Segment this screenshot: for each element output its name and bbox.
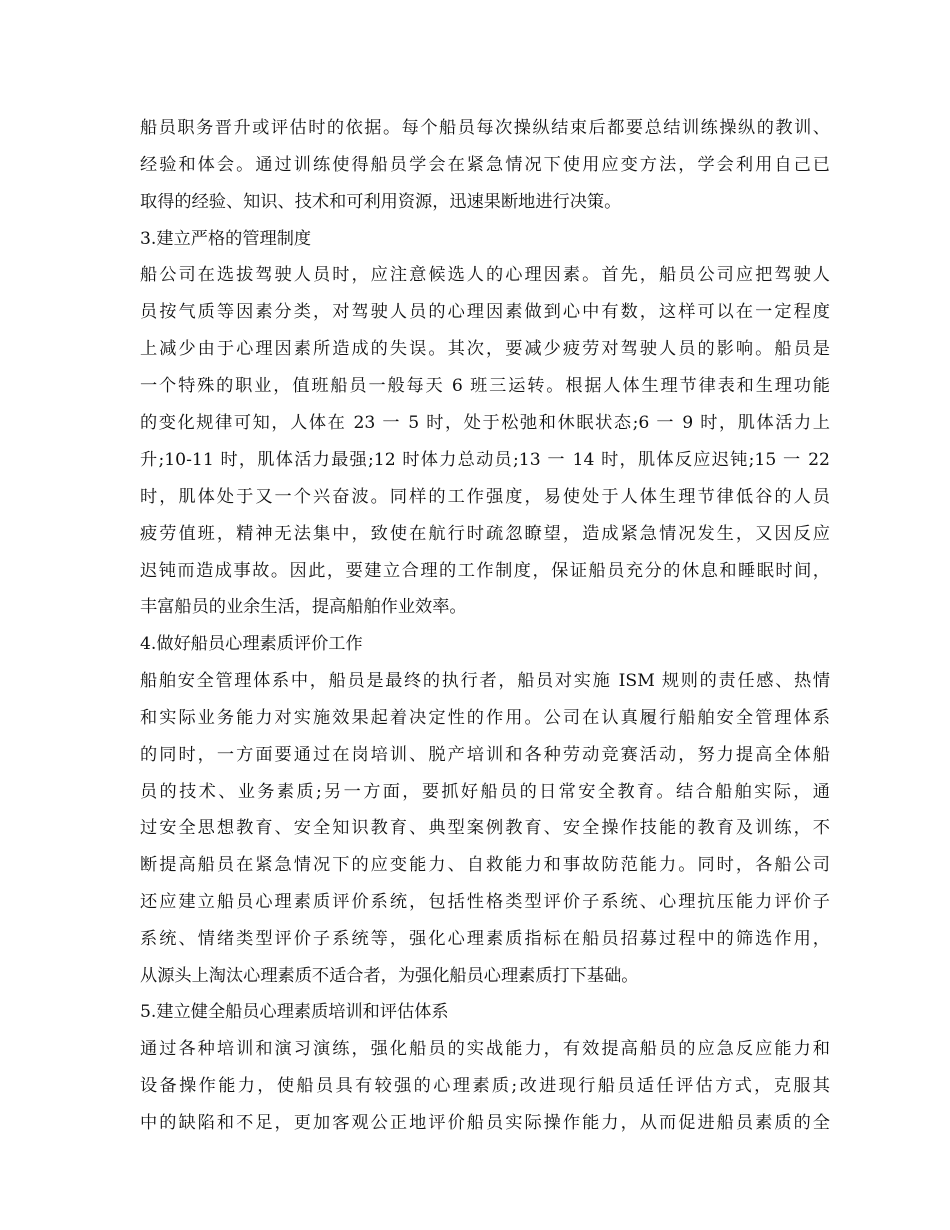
paragraph-line: 船员职务晋升或评估时的依据。每个船员每次操纵结束后都要总结训练操纵的教训、 [140, 118, 830, 138]
section-heading: 4.做好船员心理素质评价工作 [140, 634, 363, 654]
paragraph-line: 过安全思想教育、安全知识教育、典型案例教育、安全操作技能的教育及训练，不 [140, 818, 830, 838]
paragraph-line: 迟钝而造成事故。因此，要建立合理的工作制度，保证船员充分的休息和睡眠时间， [140, 561, 830, 581]
paragraph-line: 的同时，一方面要通过在岗培训、脱产培训和各种劳动竞赛活动，努力提高全体船 [140, 745, 830, 765]
paragraph-line: 员按气质等因素分类，对驾驶人员的心理因素做到心中有数，这样可以在一定程度 [140, 302, 830, 322]
paragraph-line: 从源头上淘汰心理素质不适合者，为强化船员心理素质打下基础。 [140, 966, 639, 986]
paragraph-line: 取得的经验、知识、技术和可利用资源，迅速果断地进行决策。 [140, 192, 622, 212]
paragraph-line: 设备操作能力，使船员具有较强的心理素质;改进现行船员适任评估方式，克服其 [140, 1076, 830, 1096]
paragraph-line: 还应建立船员心理素质评价系统，包括性格类型评价子系统、心理抗压能力评价子 [140, 892, 830, 912]
paragraph-line: 船公司在选拔驾驶人员时，应注意候选人的心理因素。首先，船员公司应把驾驶人 [140, 265, 830, 285]
paragraph-line: 时，肌体处于又一个兴奋波。同样的工作强度，易使处于人体生理节律低谷的人员 [140, 487, 830, 507]
paragraph-line: 和实际业务能力对实施效果起着决定性的作用。公司在认真履行船舶安全管理体系 [140, 708, 830, 728]
paragraph-line: 升;10-11 时，肌体活力最强;12 时体力总动员;13 一 14 时，肌体反应迟钝;15 一 22 [140, 450, 830, 470]
paragraph-line: 中的缺陷和不足，更加客观公正地评价船员实际操作能力，从而促进船员素质的全 [140, 1113, 830, 1133]
paragraph-line: 丰富船员的业余生活，提高船舶作业效率。 [140, 597, 467, 617]
paragraph-line: 船舶安全管理体系中，船员是最终的执行者，船员对实施 ISM 规则的责任感、热情 [140, 671, 830, 691]
paragraph-line: 上减少由于心理因素所造成的失误。其次，要减少疲劳对驾驶人员的影响。船员是 [140, 339, 830, 359]
paragraph-line: 疲劳值班，精神无法集中，致使在航行时疏忽瞭望，造成紧急情况发生，又因反应 [140, 524, 830, 544]
paragraph-line: 的变化规律可知，人体在 23 一 5 时，处于松弛和休眠状态;6 一 9 时，肌体活力上 [140, 413, 830, 433]
paragraph-line: 经验和体会。通过训练使得船员学会在紧急情况下使用应变方法，学会利用自己已 [140, 155, 830, 175]
section-heading: 3.建立严格的管理制度 [140, 229, 312, 249]
paragraph-line: 一个特殊的职业，值班船员一般每天 6 班三运转。根据人体生理节律表和生理功能 [140, 376, 830, 396]
paragraph-line: 系统、情绪类型评价子系统等，强化心理素质指标在船员招募过程中的筛选作用， [140, 929, 830, 949]
paragraph-line: 通过各种培训和演习演练，强化船员的实战能力，有效提高船员的应急反应能力和 [140, 1039, 830, 1059]
paragraph-line: 断提高船员在紧急情况下的应变能力、自救能力和事故防范能力。同时，各船公司 [140, 855, 830, 875]
section-heading: 5.建立健全船员心理素质培训和评估体系 [140, 1002, 449, 1022]
paragraph-line: 员的技术、业务素质;另一方面，要抓好船员的日常安全教育。结合船舶实际，通 [140, 782, 830, 802]
